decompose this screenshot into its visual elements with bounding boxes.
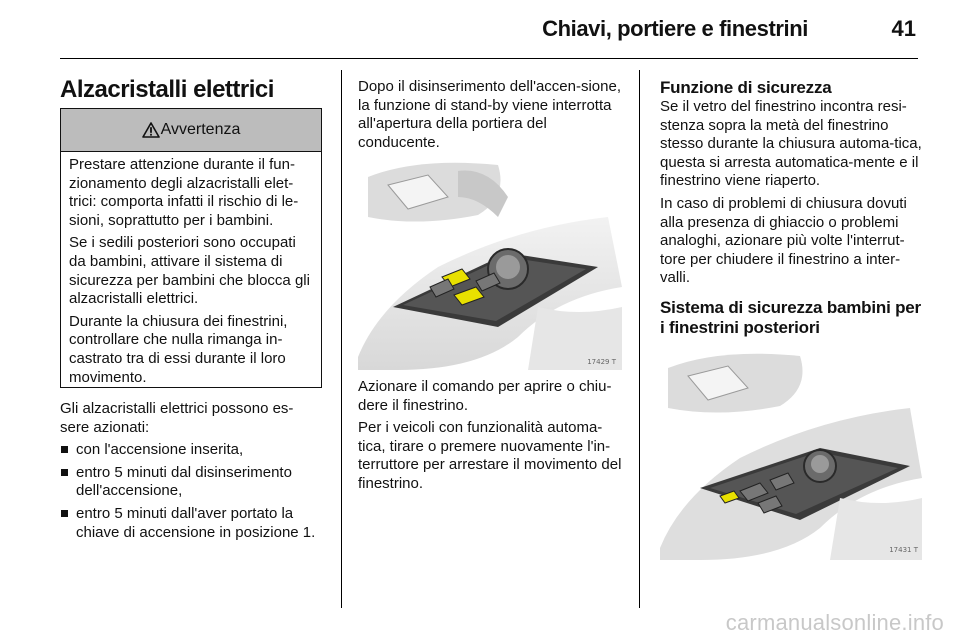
warning-paragraph: Durante la chiusura dei finestrini, controllare che nulla rimanga in-castrato tra di essi durante il loro movimento. — [69, 312, 288, 386]
child-lock-illustration — [660, 348, 922, 560]
list-item: con l'accensione inserita, — [60, 441, 322, 460]
child-lock-figure — [660, 348, 922, 560]
warning-title: Avvertenza — [160, 121, 241, 138]
watermark: carmanualsonline.info — [725, 610, 944, 635]
left-column-text — [60, 400, 322, 546]
warning-paragraph: Prestare attenzione durante il fun-zionamento degli alzacristalli elet-trici: comporta infatti il rischio di le-sioni, soprattutto per i bambini. — [69, 156, 299, 229]
middle-column-text — [358, 378, 622, 498]
list-item: entro 5 minuti dall'aver portato la chiave di accensione in posizione 1. — [60, 505, 322, 542]
warning-header — [61, 109, 321, 152]
figure-label: 17431 T — [889, 546, 918, 554]
figure-label: 17429 T — [587, 358, 616, 366]
page-header-title: Chiavi, portiere e finestrini — [542, 16, 808, 41]
operation-paragraph: Azionare il comando per aprire o chiu-dere il finestrino. — [358, 378, 612, 414]
window-switch-illustration — [358, 157, 622, 370]
warning-box — [60, 108, 322, 388]
header-rule — [60, 58, 918, 59]
intro-paragraph: Gli alzacristalli elettrici possono es-sere azionati: — [60, 400, 294, 436]
safety-text — [660, 98, 924, 288]
safety-function-title: Funzione di sicurezza — [660, 78, 832, 97]
column-divider-right — [639, 70, 640, 608]
standby-paragraph: Dopo il disinserimento dell'accen-sione, la funzione di stand-by viene interrotta all'apertura della portiera del conducente. — [358, 78, 621, 151]
page-number: 41 — [891, 16, 916, 41]
conditions-list — [60, 441, 322, 542]
right-column-safety — [660, 78, 924, 292]
child-safety-title: Sistema di sicurezza bambini per i finestrini posteriori — [660, 298, 921, 337]
safety-paragraph: Se il vetro del finestrino incontra resi-stenza sopra la metà del finestrino stesso durante la chiusura automa-tica, questa si arresta automatica-mente e il finestrino viene riaperto. — [660, 98, 922, 190]
warning-body — [61, 152, 321, 387]
warning-triangle-icon — [142, 122, 160, 138]
warning-paragraph: Se i sedili posteriori sono occupati da bambini, attivare il sistema di sicurezza per bambini che blocca gli alzacristalli elettrici. — [69, 234, 310, 308]
window-switch-figure — [358, 157, 622, 370]
section-title: Alzacristalli elettrici — [60, 76, 274, 103]
column-divider-left — [341, 70, 342, 608]
safety-paragraph: In caso di problemi di chiusura dovuti alla presenza di ghiaccio o problemi analoghi, azionare più volte l'interrut-tore per chiudere il finestrino a inter-valli. — [660, 194, 907, 287]
list-item: entro 5 minuti dal disinserimento dell'accensione, — [60, 464, 322, 501]
automatic-paragraph: Per i veicoli con funzionalità automa-tica, tirare o premere nuovamente l'in-terruttore per arrestare il movimento del finestrino. — [358, 419, 622, 492]
